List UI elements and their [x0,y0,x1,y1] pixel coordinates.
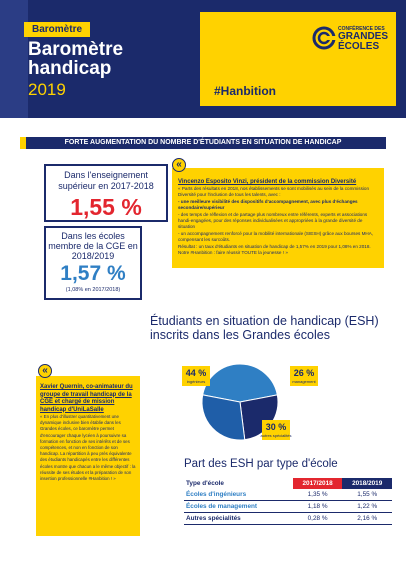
section-title: FORTE AUGMENTATION DU NOMBRE D'ÉTUDIANTS EN SITUATION DE HANDICAP [64,139,342,146]
quote-esposito-p2: Résultat : un taux d'étudiants en situation de handicap de 1,57% en 2019 pour 1,08% en 2018. [178,243,371,249]
row-2017: 1,18 % [293,501,343,513]
stat-cge-schools [44,226,142,300]
logo-line-1: CONFÉRENCE DES [338,26,385,32]
quote-icon: « [38,364,52,378]
quote-esposito [172,168,384,268]
quote-quernin-author: Xavier Quernin, co-animateur du groupe de travail handicap de la CGE et chargé de mission handicap d'UniLaSalle [40,384,133,413]
pie-chart [160,360,390,444]
logo-grandes: GRANDES [338,31,389,42]
quote-esposito-b3: - un accompagnement renforcé pour la mobilité internationale (SIESH) grâce aux bourses MHA, compensant les surcoûts. [178,230,374,243]
pie-category-label-1: management [292,379,316,384]
col-type: Type d'école [186,480,224,487]
esh-table [184,478,392,525]
header-accent [0,0,28,118]
page-title [28,40,123,78]
row-name: Écoles de management [184,501,293,513]
stat-cge-note: (1,08% en 2017/2018) [65,287,121,293]
col-2018: 2018/2019 [342,478,392,489]
table-title: Part des ESH par type d'école [184,458,338,470]
row-2017: 1,35 % [293,489,343,501]
quote-quernin [36,376,140,536]
col-2017: 2017/2018 [293,478,343,489]
pie-title: Étudiants en situation de handicap (ESH) inscrits dans les Grandes écoles [150,314,379,342]
barometre-badge: Baromètre [24,22,90,37]
stat-higher-education-value: 1,55 % [70,194,142,220]
cge-logo [312,26,392,54]
stat-higher-education-label: Dans l'enseignement supérieur en 2017-2018 [58,170,154,191]
row-2018: 2,16 % [342,513,392,525]
title-line-2: handicap [28,58,112,79]
section-accent [20,137,26,149]
quote-esposito-b1: - une meilleure visibilité des dispositifs d'accompagnement, avec plus d'échanges secondaire/supérieur [178,198,358,211]
row-2018: 1,22 % [342,501,392,513]
pie-slice-0 [203,364,278,402]
quote-esposito-p1: « Parts des résultats en 2018, nos établissements se sont mobilisés au sein de la commission Diversité pour l'inclusion de tous les talents, avec : [178,186,369,198]
pie-value-label-2: 30 % [265,422,287,432]
table-header-row [184,478,392,489]
cge-logo-icon [312,26,336,50]
row-2018: 1,55 % [342,489,392,501]
title-line-1: Baromètre [28,39,124,60]
row-name: Écoles d'ingénieurs [184,489,293,501]
quote-esposito-b2: - des temps de réflexion et de partage plus nombreux entre référents, experts et associations handi-engagées, pour des réponses individualisées et appropriées à la grande diversité de situation [178,211,368,230]
header-band [0,0,406,118]
logo-line-2 [338,32,388,52]
quote-esposito-p3: Notre #Hanbition : faire réussir TOUTE la jeunesse ! » [178,250,288,256]
pie-category-label-2: autres spécialités [260,433,292,438]
section-title-bar [20,137,386,149]
quote-icon: « [172,158,186,172]
row-2017: 0,28 % [293,513,343,525]
table-row [184,489,392,501]
pie-value-label-0: 44 % [185,368,207,378]
table-row [184,501,392,513]
stat-higher-education [44,164,168,222]
year-label: 2019 [28,80,66,99]
row-name: Autres spécialités [184,513,293,525]
pie-value-label-1: 26 % [293,368,315,378]
logo-ecoles: ÉCOLES [338,41,380,52]
stat-cge-value: 1,57 % [60,262,126,285]
pie-category-label-0: ingénieurs [186,379,206,384]
hashtag-label: #Hanbition [214,84,276,98]
table-row [184,513,392,525]
pie-slice-2 [202,395,245,440]
quote-quernin-text: « En plus d'illustrer quantitativement une dynamique inclusive bien établie dans les Grandes écoles, ce baromètre permet d'encourager chaque lycéen à poursuivre sa formation en fonction de ses intérêts et de ses compétences, et non en fonction de son handicap. La répartition à peu près équivalente des étudiants handicapés entre les différentes écoles montre que chacun a le même objectif : la réussite de ses études et la préparation de son insertion professionnelle #Hanbition ! » [40,414,136,482]
quote-esposito-author: Vincenzo Esposito Vinzi, président de la commission Diversité [178,179,357,185]
stat-cge-label: Dans les écoles membre de la CGE en 2018/2019 [48,231,138,261]
